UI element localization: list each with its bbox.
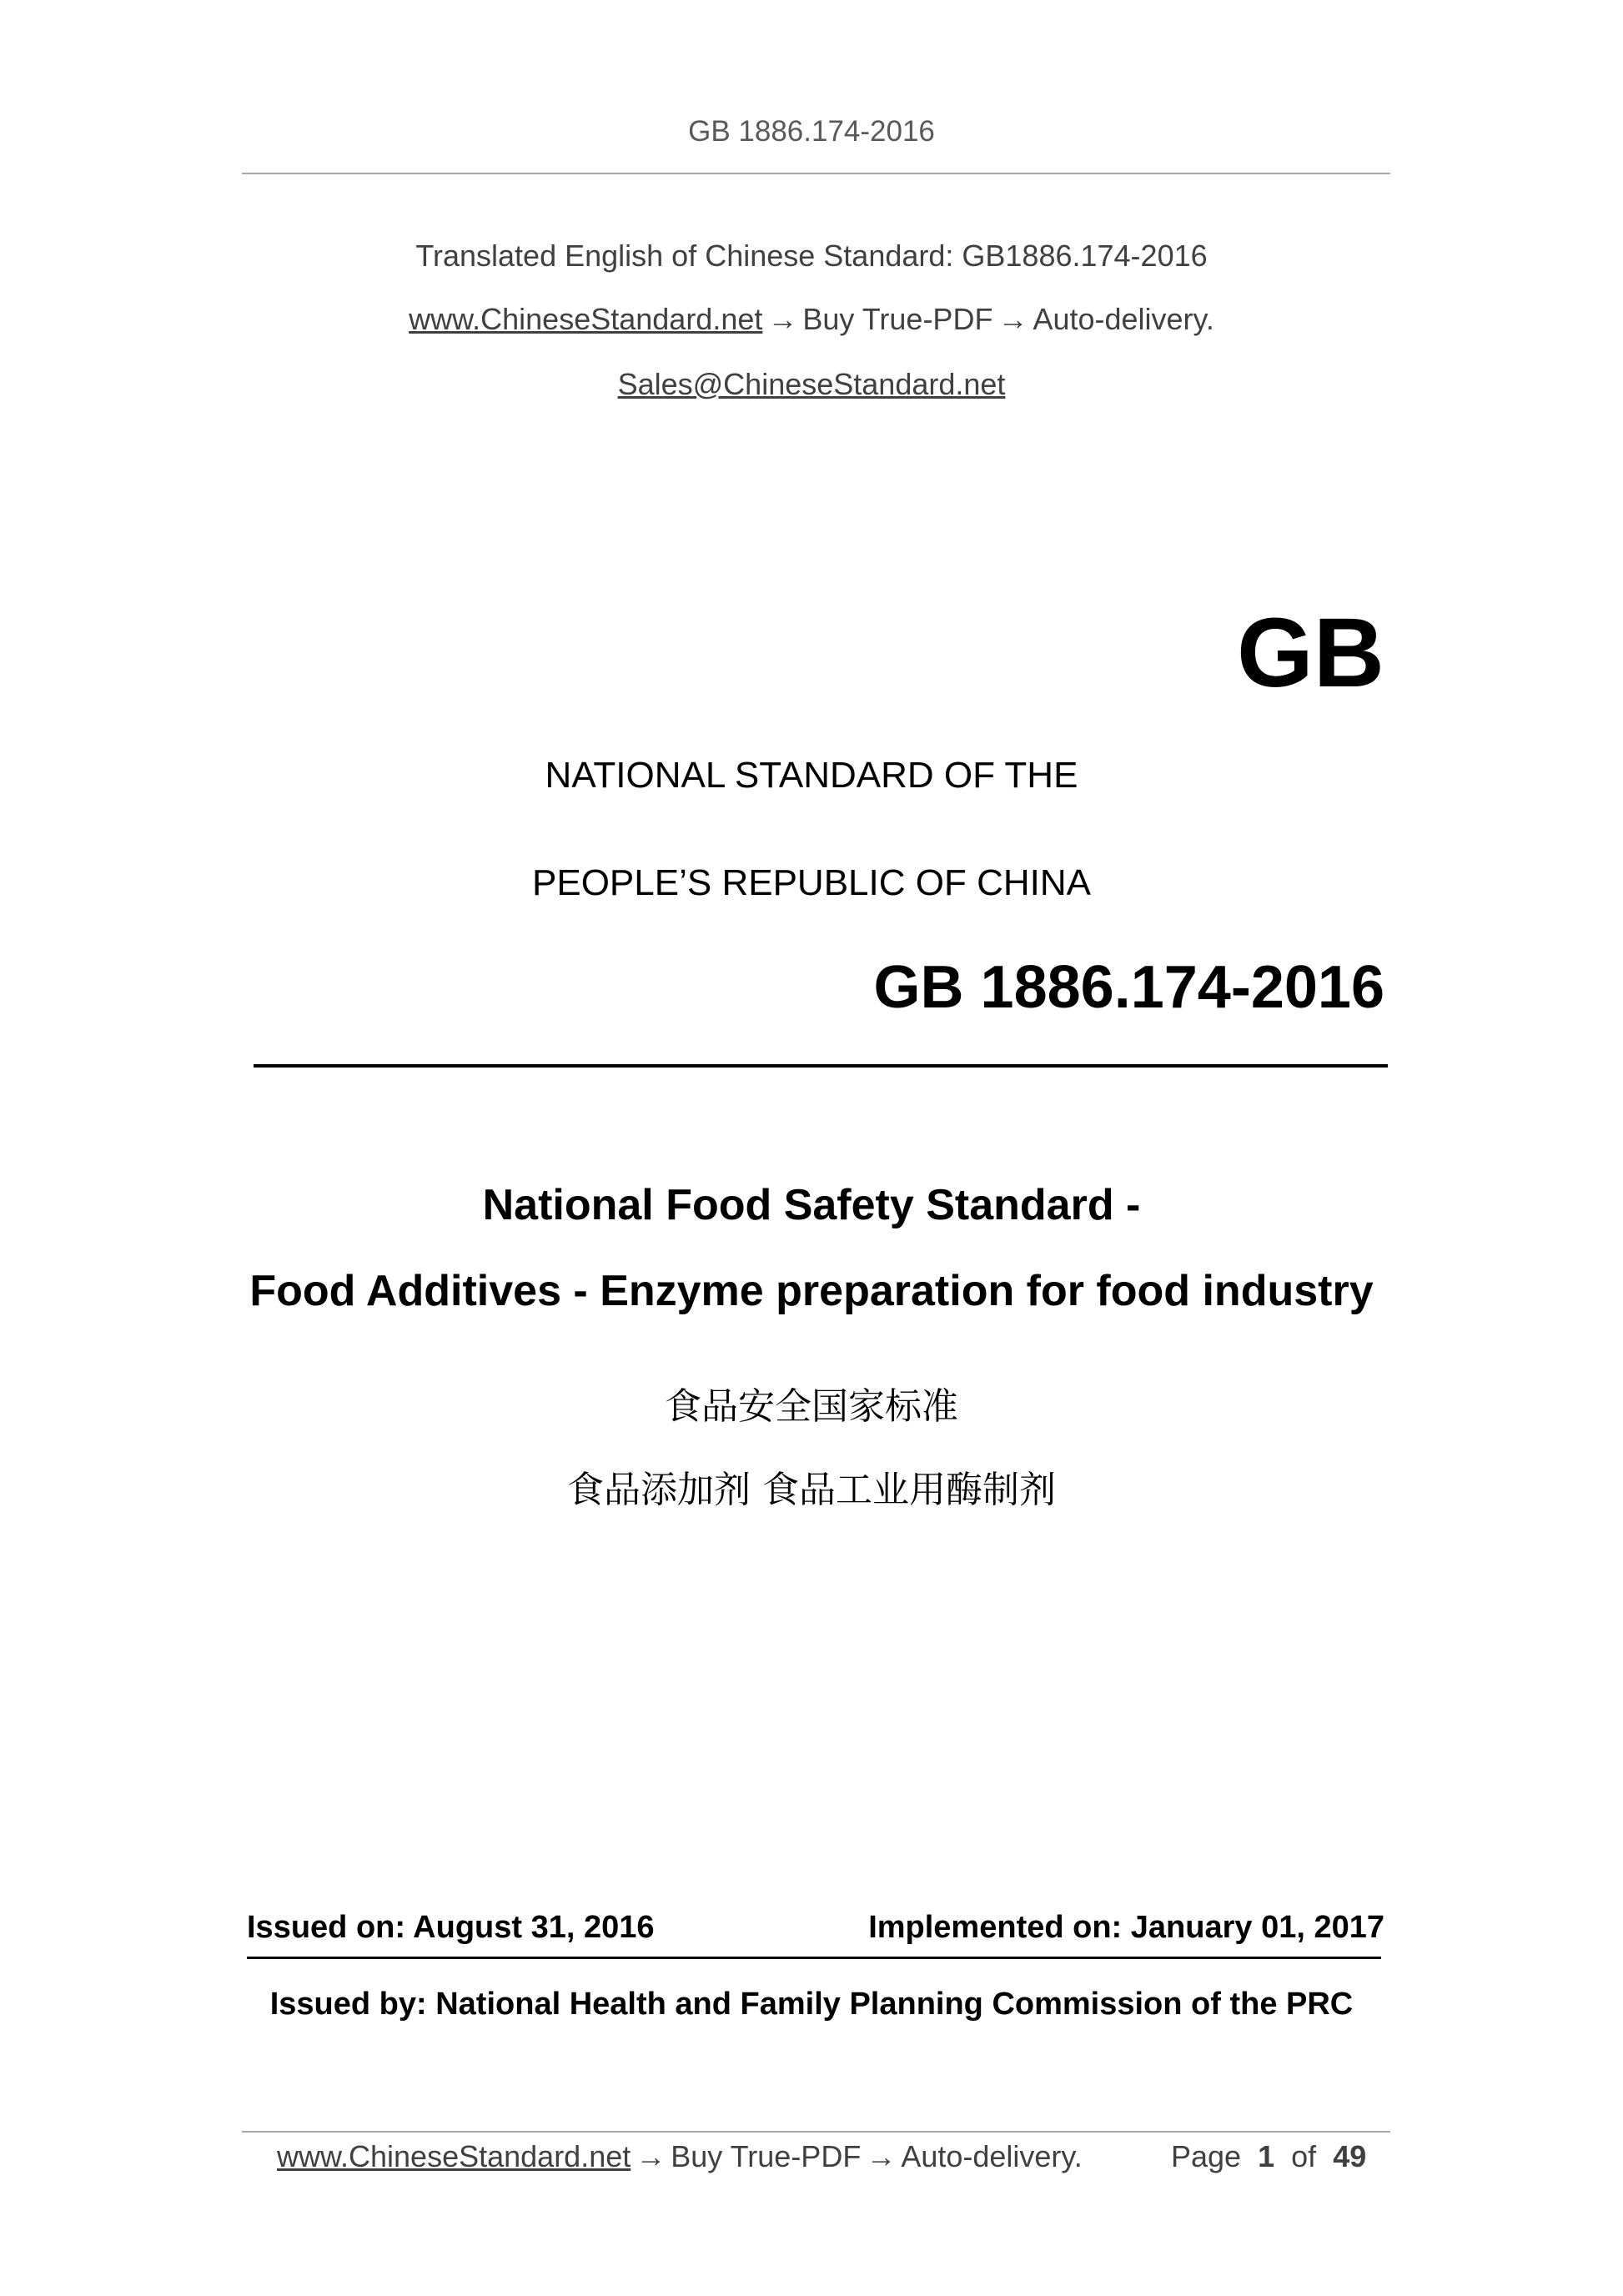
national-standard-line2: PEOPLE’S REPUBLIC OF CHINA [532,862,1091,903]
page-indicator [1171,2139,1366,2174]
sales-email-link[interactable]: Sales@ChineseStandard.net [617,367,1006,401]
auto-delivery-text: Auto-delivery. [1033,302,1214,336]
translated-notice: Translated English of Chinese Standard: GB1886.174-2016 [415,239,1208,273]
title-cn-line2: 食品添加剂 食品工业用酶制剂 [567,1469,1056,1511]
standard-code: GB 1886.174-2016 [873,954,1384,1021]
header-divider [242,173,1390,174]
gb-mark: GB [1237,598,1384,708]
of-label: of [1291,2139,1317,2173]
arrow-icon: → [866,2139,897,2173]
footer-divider [242,2131,1390,2133]
national-standard-line1: NATIONAL STANDARD OF THE [545,755,1078,796]
arrow-icon: → [767,302,798,336]
buy-pdf-text: Buy True-PDF [802,302,993,336]
footer-promo [277,2139,1083,2174]
page-number: 1 [1258,2139,1275,2173]
site-link[interactable]: www.ChineseStandard.net [409,302,763,336]
issued-on-date: Issued on: August 31, 2016 [247,1910,655,1945]
footer-site-link[interactable]: www.ChineseStandard.net [277,2139,631,2173]
title-en-line2: Food Additives - Enzyme preparation for food industry [249,1267,1374,1315]
page-total: 49 [1333,2139,1367,2173]
code-divider [254,1064,1388,1068]
dates-divider [247,1957,1381,1959]
issued-by: Issued by: National Health and Family Planning Commission of the PRC [269,1987,1354,2022]
title-en-line1: National Food Safety Standard - [482,1181,1141,1229]
footer-auto-delivery-text: Auto-delivery. [901,2139,1083,2173]
email-line [0,367,1623,402]
title-cn-line1: 食品安全国家标准 [665,1385,958,1428]
arrow-icon: → [997,302,1028,336]
arrow-icon: → [636,2139,666,2173]
running-header-doc-id: GB 1886.174-2016 [688,115,935,148]
implemented-on-date: Implemented on: January 01, 2017 [868,1910,1384,1945]
page-label: Page [1171,2139,1242,2173]
footer-buy-pdf-text: Buy True-PDF [671,2139,862,2173]
promo-line [0,302,1623,337]
